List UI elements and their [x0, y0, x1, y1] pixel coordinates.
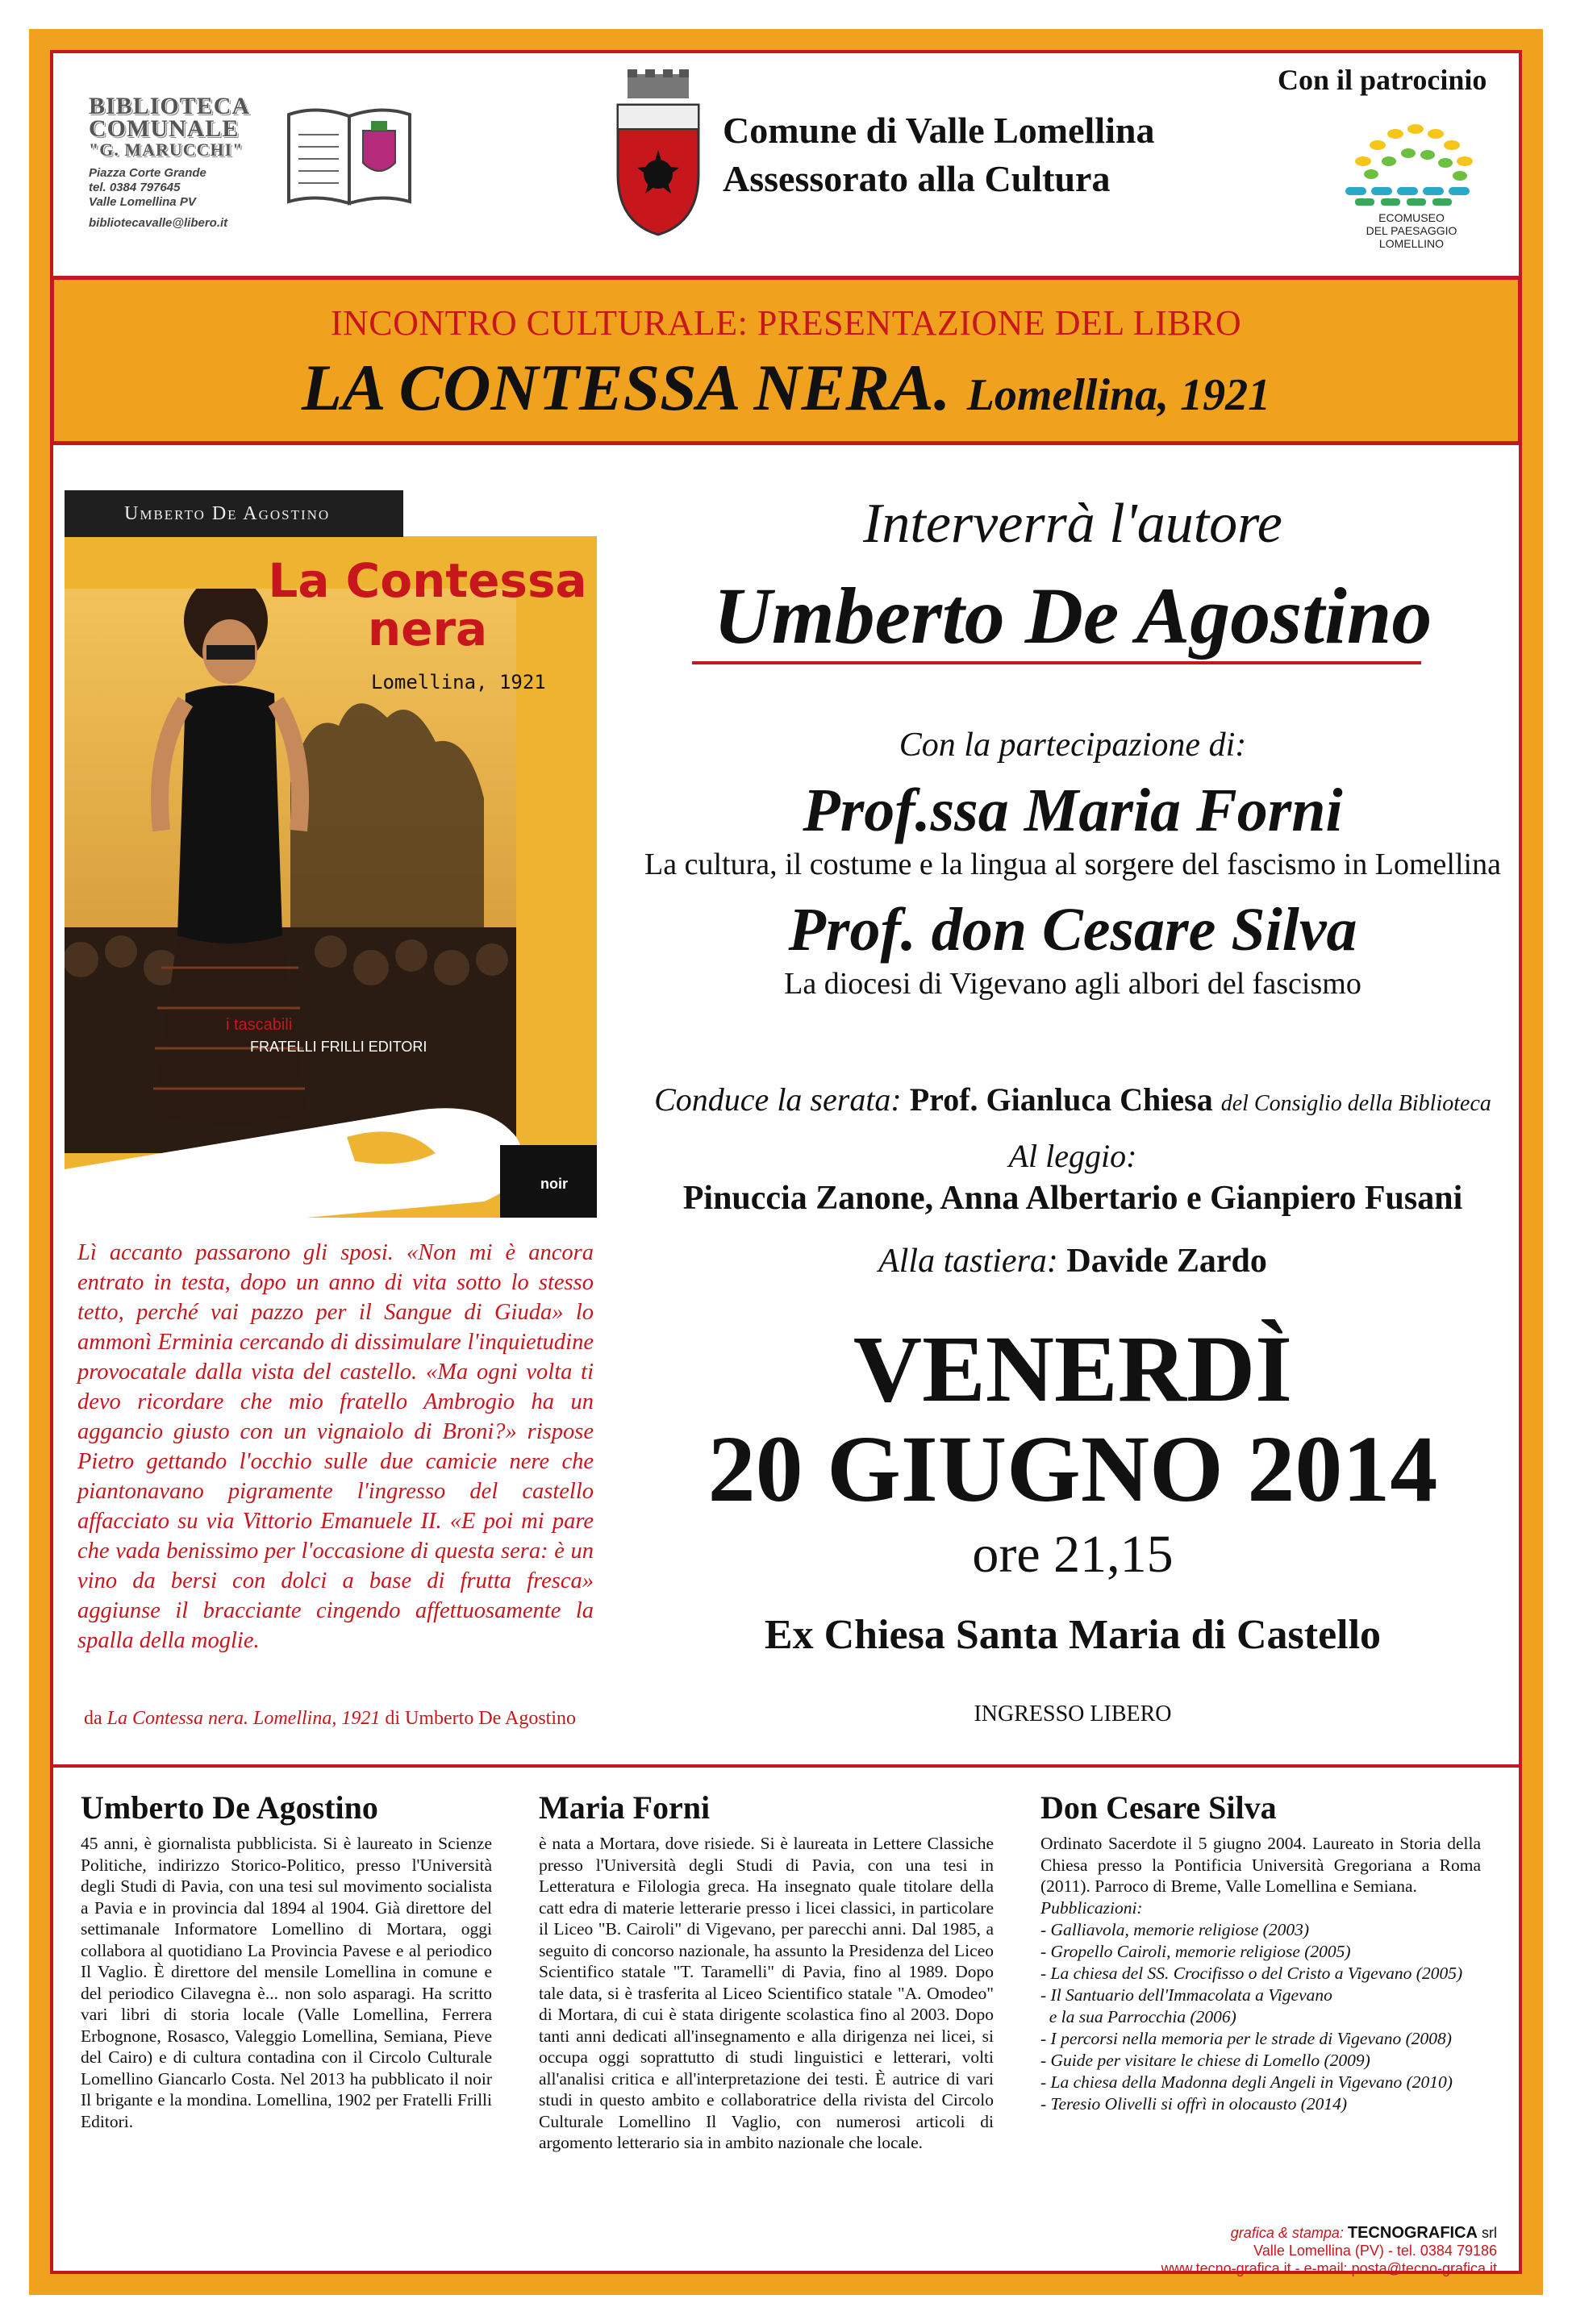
credits-suffix: srl	[1482, 2225, 1497, 2241]
conduce-line	[613, 1081, 1532, 1118]
cover-subtitle: Lomellina, 1921	[371, 671, 546, 693]
book-cover	[65, 468, 597, 1218]
bio3-pub-item: e la sua Parrocchia (2006)	[1040, 2006, 1236, 2026]
bio2-text: è nata a Mortara, dove risiede. Si è laureata in Lettere Classiche presso l'Università degli Studi di Pavia, con una tesi in Letteratura e Filologia greca. Ha insegnato quale titolare della catt edra di materie letterarie presso i licei classici, in particolare il Liceo "B. Cairoli" di Vigevano, per parecchi anni. Dal 1985, a seguito di concorso nazionale, ha assunto la Presidenza del Liceo Scientifico statale "T. Taramelli" di Pavia, fino al 1989. Dopo tale data, si è trasferita al Liceo Scientifico statale "A. Omodeo" di Mortara, di cui è stata dirigente scolastica fino al 2003. Dopo tanti anni dedicati all'insegnamento e alla dirigenza nei licei, si occupa oggi soprattutto di studi linguistici e letterari, volti all'analisi critica e all'interpretazione dei testi. È autrice di vari studi in questo ambito e collaboratrice della rivista del Circolo Culturale Lomellino Il Vaglio, con numerosi articoli di argomento letterario sia in ambito nazionale che locale.	[539, 1834, 994, 2152]
bio3-pub-item: - Gropello Cairoli, memorie religiose (2005)	[1040, 1941, 1351, 1961]
library-address-1: Piazza Corte Grande	[89, 166, 206, 180]
event-place: Ex Chiesa Santa Maria di Castello	[764, 1612, 1382, 1658]
print-credits	[1129, 2224, 1497, 2277]
library-name-line2: COMUNALE	[89, 115, 240, 142]
quote-source	[84, 1708, 608, 1730]
author-underline	[692, 661, 1421, 664]
book-title: LA CONTESSA NERA.	[301, 351, 951, 424]
comune-crest-icon	[610, 69, 707, 239]
event-time: ore 21,15	[972, 1525, 1174, 1584]
title-band	[50, 276, 1522, 445]
bio3-name: Don Cesare Silva	[1040, 1789, 1277, 1826]
event-date: 20 GIUGNO 2014	[707, 1416, 1438, 1522]
leggio-names: Pinuccia Zanone, Anna Albertario e Gianpiero Fusani	[682, 1180, 1463, 1217]
leggio-label: Al leggio:	[1008, 1138, 1137, 1174]
guest2-name: Prof. don Cesare Silva	[788, 896, 1357, 964]
cover-title-line1: La Contessa	[268, 553, 587, 608]
ecomuseo-line3: LOMELLINO	[1378, 237, 1445, 250]
cover-e-logo-icon	[65, 1064, 597, 1218]
conduce-name: Prof. Gianluca Chiesa	[909, 1081, 1213, 1118]
guest1-topic: La cultura, il costume e la lingua al sorgere del fascismo in Lomellina	[644, 848, 1501, 881]
library-email: bibliotecavalle@libero.it	[89, 216, 228, 230]
bio-silva	[1040, 1789, 1481, 2115]
bio3-pub-item: - Guide per visitare le chiese di Lomello (2009)	[1040, 2050, 1370, 2070]
patrocinio-label: Con il patrocinio	[1278, 64, 1487, 96]
title-main	[54, 350, 1518, 426]
bio3-pub-item: - La chiesa della Madonna degli Angeli in Vigevano (2010)	[1040, 2072, 1453, 2092]
cover-series: i tascabili	[226, 1016, 293, 1034]
cover-author: Umberto De Agostino	[65, 490, 403, 537]
tastiera-line	[613, 1242, 1532, 1281]
comune-heading	[723, 106, 1154, 203]
author-name: Umberto De Agostino	[713, 571, 1432, 660]
bio3-pub-item: - La chiesa del SS. Crocifisso o del Cristo a Vigevano (2005)	[1040, 1963, 1463, 1983]
bio3-text: Ordinato Sacerdote il 5 giugno 2004. Laureato in Storia della Chiesa presso la Pontificia Università Gregoriana a Roma (2011). Parroco di Breme, Valle Lomellina e Semiana.	[1040, 1834, 1481, 1896]
library-address-3: Valle Lomellina PV	[89, 195, 196, 209]
credits-company: TECNOGRAFICA	[1347, 2224, 1478, 2242]
ecomuseo-line1: ECOMUSEO	[1378, 211, 1445, 224]
guest2-topic: La diocesi di Vigevano agli albori del fascismo	[784, 967, 1361, 1001]
bio-de-agostino	[81, 1789, 492, 2132]
bio3-pub-label: Pubblicazioni:	[1040, 1897, 1143, 1918]
bio3-pub-item: - I percorsi nella memoria per le strade di Vigevano (2008)	[1040, 2028, 1452, 2048]
assessorato: Assessorato alla Cultura	[723, 158, 1111, 199]
quote-source-title: La Contessa nera. Lomellina, 1921	[106, 1708, 381, 1729]
cover-publisher: FRATELLI FRILLI EDITORI	[250, 1039, 427, 1055]
bio1-name: Umberto De Agostino	[81, 1789, 378, 1826]
open-book-icon	[281, 98, 418, 211]
cover-genre: noir	[540, 1176, 568, 1192]
quote-source-pre: da	[84, 1708, 102, 1729]
library-name-line1: BIBLIOTECA	[89, 93, 251, 119]
library-name-line3: "G. MARUCCHI"	[89, 140, 244, 160]
bio2-name: Maria Forni	[539, 1789, 711, 1826]
book-quote: Lì accanto passarono gli sposi. «Non mi è ancora entrato in testa, dopo un anno di vita sotto lo stesso tetto, perché vai pazzo per il Sangue di Giuda» lo ammonì Erminia cercando di dissimulare l'inquietudine provocatale dalla vista del castello. «Ma ogni volta ti devo ricordare che mio fratello Ambrogio ha un aggancio giusto con un vignaiolo di Broni?» rispose Pietro gettando l'occhio sulle due camicie nere che piantonavano pigramente l'ingresso del castello affacciato su via Vittorio Emanuele II. «E poi mi pare che vada benissimo per l'occasione di questa sera: è un vino da bersi con dolci a base di frutta fresca» aggiunse il bracciante cingendo affettuosamente la spalla della moglie.	[77, 1240, 594, 1653]
library-address-2: tel. 0384 797645	[89, 181, 181, 194]
credits-address: Valle Lomellina (PV) - tel. 0384 79186	[1253, 2243, 1497, 2259]
conduce-label: Conduce la serata:	[654, 1081, 902, 1118]
cover-title-line2: nera	[367, 602, 488, 656]
title-subtitle: INCONTRO CULTURALE: PRESENTAZIONE DEL LIBRO	[330, 303, 1242, 343]
library-logo	[89, 95, 282, 230]
credits-label: grafica & stampa:	[1230, 2225, 1344, 2241]
bio-forni	[539, 1789, 994, 2154]
cover-title	[258, 553, 597, 656]
ecomuseo-logo-icon	[1339, 113, 1484, 210]
bottom-divider	[53, 1764, 1519, 1768]
interverra-label: Interverrà l'autore	[863, 493, 1282, 555]
comune-name: Comune di Valle Lomellina	[723, 110, 1155, 151]
event-day: VENERDÌ	[853, 1316, 1293, 1422]
bio3-pub-item: - Teresio Olivelli si offrì in olocausto (2014)	[1040, 2093, 1348, 2114]
quote-source-post: di Umberto De Agostino	[385, 1708, 576, 1729]
bio3-pub-item: - Galliavola, memorie religiose (2003)	[1040, 1919, 1309, 1939]
tastiera-name: Davide Zardo	[1066, 1243, 1267, 1280]
tastiera-label: Alla tastiera:	[878, 1243, 1058, 1280]
bio1-text: 45 anni, è giornalista pubblicista. Si è laureato in Scienze Politiche, indirizzo Storico-Politico, presso l'Università degli Studi di Pavia, con una tesi sul movimento socialista a Pavia e in provincia dal 1894 al 1904. Già direttore del settimanale Informatore Lomellino di Mortara, oggi collabora al quotidiano La Provincia Pavese e al periodico Il Vaglio. È direttore del mensile Lomellina in comune e del periodico Cilavegna è... non solo asparagi. Ha scritto vari libri di storia locale (Valle Lomellina, Ferrera Erbognone, Rosasco, Valeggio Lomellina, Semiana, Pieve del Cairo) e di cultura contadina con il Circolo Culturale Lomellino Giancarlo Costa. Nel 2013 ha pubblicato il noir Il brigante e la mondina. Lomellina, 1902 per Fratelli Frilli Editori.	[81, 1834, 492, 2131]
conduce-role: del Consiglio della Biblioteca	[1220, 1091, 1491, 1116]
partecipazione-label: Con la partecipazione di:	[899, 727, 1247, 764]
guest1-name: Prof.ssa Maria Forni	[803, 777, 1343, 844]
event-entry: INGRESSO LIBERO	[974, 1701, 1172, 1726]
ecomuseo-text	[1323, 211, 1500, 250]
ecomuseo-line2: DEL PAESAGGIO	[1366, 224, 1457, 237]
book-title-small: Lomellina, 1921	[966, 370, 1271, 420]
credits-web: www.tecno-grafica.it - e-mail: posta@tecno-grafica.it	[1161, 2260, 1497, 2276]
bio3-pub-item: - Il Santuario dell'Immacolata a Vigevano	[1040, 1985, 1332, 2005]
